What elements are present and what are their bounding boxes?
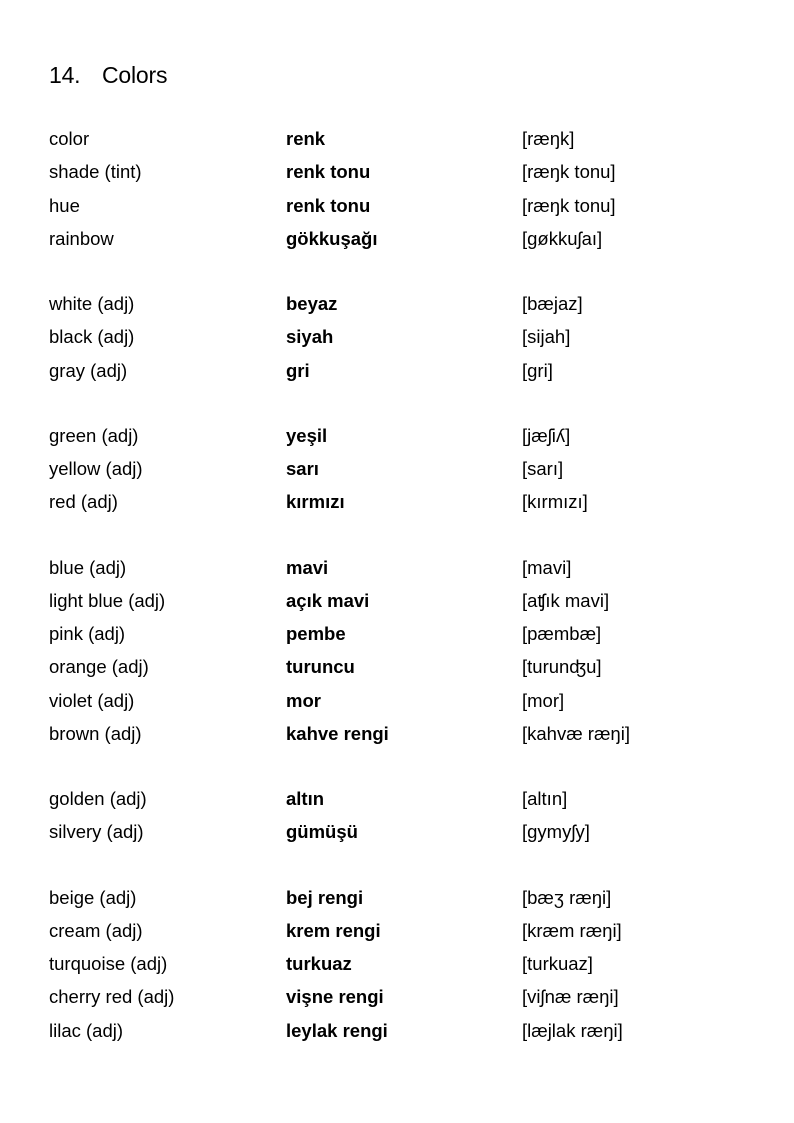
turkish-term: krem rengi bbox=[286, 919, 381, 941]
pronunciation: [ræŋk] bbox=[522, 128, 575, 149]
vocab-row bbox=[49, 881, 749, 914]
english-term: orange (adj) bbox=[49, 656, 149, 678]
vocab-row bbox=[49, 947, 749, 980]
vocab-group bbox=[49, 881, 749, 1047]
turkish-term: vişne rengi bbox=[286, 986, 384, 1008]
english-term: golden (adj) bbox=[49, 788, 147, 809]
turkish-term: gri bbox=[286, 359, 310, 381]
english-term: cherry red (adj) bbox=[49, 986, 175, 1008]
vocab-row bbox=[49, 815, 749, 848]
pronunciation: [aʧık mavi] bbox=[522, 589, 610, 611]
vocab-row bbox=[49, 485, 749, 518]
turkish-term: turkuaz bbox=[286, 953, 352, 974]
vocab-row bbox=[49, 320, 749, 353]
pronunciation: [bæʒ ræŋi] bbox=[522, 886, 612, 908]
vocab-row bbox=[49, 551, 749, 584]
pronunciation: [mavi] bbox=[522, 556, 572, 578]
vocab-group bbox=[49, 419, 749, 519]
vocab-row bbox=[49, 584, 749, 617]
english-term: silvery (adj) bbox=[49, 821, 144, 843]
turkish-term: renk tonu bbox=[286, 161, 371, 183]
vocab-group bbox=[49, 782, 749, 849]
turkish-term: mavi bbox=[286, 556, 329, 578]
vocab-row bbox=[49, 122, 749, 155]
vocab-row bbox=[49, 354, 749, 387]
turkish-term: kırmızı bbox=[286, 491, 345, 513]
turkish-term: bej rengi bbox=[286, 886, 364, 908]
pronunciation: [mor] bbox=[522, 689, 565, 711]
english-term: shade (tint) bbox=[49, 161, 142, 183]
vocab-row bbox=[49, 617, 749, 650]
turkish-term: gökkuşağı bbox=[286, 227, 378, 249]
english-term: gray (adj) bbox=[49, 359, 128, 381]
vocab-row bbox=[49, 980, 749, 1013]
pronunciation: [viʃnæ ræŋi] bbox=[522, 986, 619, 1008]
vocab-row bbox=[49, 1014, 749, 1047]
pronunciation: [turunʤu] bbox=[522, 656, 602, 678]
english-term: rainbow bbox=[49, 227, 114, 249]
vocab-row bbox=[49, 717, 749, 750]
turkish-term: leylak rengi bbox=[286, 1019, 388, 1041]
pronunciation: [gøkkuʃaı] bbox=[522, 227, 603, 249]
english-term: green (adj) bbox=[49, 424, 139, 446]
english-term: light blue (adj) bbox=[49, 589, 166, 611]
english-term: hue bbox=[49, 194, 80, 216]
vocab-row bbox=[49, 189, 749, 222]
turkish-term: renk tonu bbox=[286, 194, 371, 216]
pronunciation: [altın] bbox=[522, 788, 568, 809]
turkish-term: pembe bbox=[286, 623, 346, 644]
pronunciation: [ræŋk tonu] bbox=[522, 194, 616, 216]
vocab-row bbox=[49, 222, 749, 255]
pronunciation: [kræm ræŋi] bbox=[522, 919, 622, 941]
pronunciation: [sijah] bbox=[522, 326, 571, 348]
english-term: beige (adj) bbox=[49, 886, 137, 908]
pronunciation: [jæʃiʎ] bbox=[522, 424, 571, 446]
pronunciation: [bæjaz] bbox=[522, 293, 583, 314]
turkish-term: altın bbox=[286, 788, 325, 809]
turkish-term: gümüşü bbox=[286, 821, 358, 843]
page-number: 14. bbox=[49, 62, 81, 88]
pronunciation: [sarı] bbox=[522, 458, 564, 479]
pronunciation: [gri] bbox=[522, 359, 553, 381]
vocab-row bbox=[49, 452, 749, 485]
english-term: blue (adj) bbox=[49, 556, 127, 578]
page-title bbox=[49, 62, 167, 89]
turkish-term: beyaz bbox=[286, 293, 338, 314]
vocab-row bbox=[49, 155, 749, 188]
turkish-term: turuncu bbox=[286, 656, 355, 678]
pronunciation: [ræŋk tonu] bbox=[522, 161, 616, 183]
turkish-term: sarı bbox=[286, 458, 319, 479]
english-term: lilac (adj) bbox=[49, 1019, 124, 1041]
vocab-group bbox=[49, 122, 749, 255]
vocabulary-list bbox=[49, 122, 749, 1079]
english-term: turquoise (adj) bbox=[49, 953, 168, 974]
turkish-term: mor bbox=[286, 689, 321, 711]
pronunciation: [kahvæ ræŋi] bbox=[522, 722, 630, 744]
vocab-row bbox=[49, 419, 749, 452]
pronunciation: [læjlak ræŋi] bbox=[522, 1019, 623, 1041]
english-term: yellow (adj) bbox=[49, 458, 143, 479]
pronunciation: [kırmızı] bbox=[522, 491, 588, 513]
english-term: pink (adj) bbox=[49, 623, 126, 644]
page-title-text: Colors bbox=[102, 62, 168, 88]
english-term: red (adj) bbox=[49, 491, 118, 513]
english-term: cream (adj) bbox=[49, 919, 143, 941]
turkish-term: siyah bbox=[286, 326, 334, 348]
vocab-row bbox=[49, 650, 749, 683]
vocab-row bbox=[49, 684, 749, 717]
vocab-row bbox=[49, 914, 749, 947]
english-term: white (adj) bbox=[49, 293, 135, 314]
pronunciation: [gymyʃy] bbox=[522, 821, 590, 843]
vocab-row bbox=[49, 287, 749, 320]
english-term: brown (adj) bbox=[49, 722, 142, 744]
pronunciation: [turkuaz] bbox=[522, 953, 593, 974]
vocab-group bbox=[49, 551, 749, 751]
turkish-term: yeşil bbox=[286, 424, 328, 446]
turkish-term: kahve rengi bbox=[286, 722, 389, 744]
turkish-term: açık mavi bbox=[286, 589, 370, 611]
english-term: violet (adj) bbox=[49, 689, 135, 711]
english-term: color bbox=[49, 128, 90, 149]
vocab-group bbox=[49, 287, 749, 387]
turkish-term: renk bbox=[286, 128, 326, 149]
english-term: black (adj) bbox=[49, 326, 135, 348]
pronunciation: [pæmbæ] bbox=[522, 623, 602, 644]
vocab-row bbox=[49, 782, 749, 815]
